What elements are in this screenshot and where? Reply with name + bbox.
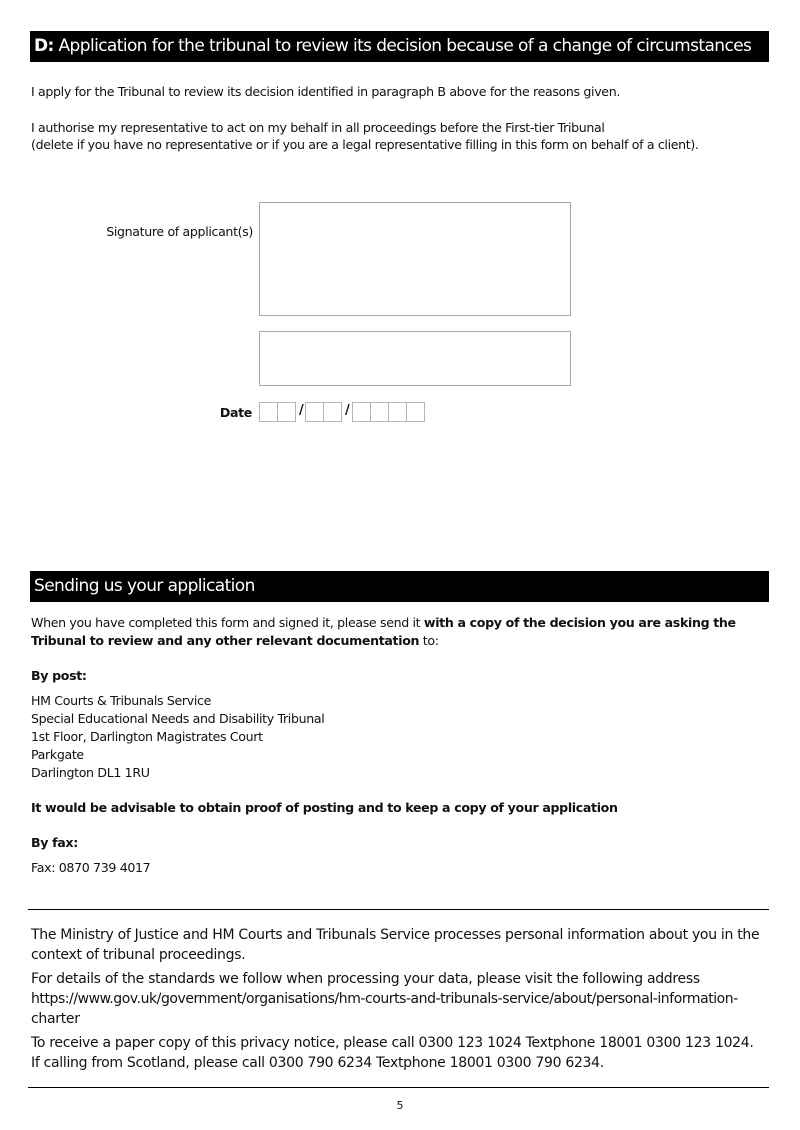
address-line: HM Courts & Tribunals Service xyxy=(31,693,211,708)
date-year-digit[interactable] xyxy=(388,402,407,422)
date-month-digit[interactable] xyxy=(323,402,342,422)
divider xyxy=(28,909,769,910)
address-line: 1st Floor, Darlington Magistrates Court xyxy=(31,729,263,744)
address-line: Special Educational Needs and Disability Tribunal xyxy=(31,711,325,726)
date-year-digit[interactable] xyxy=(352,402,371,422)
sending-intro xyxy=(31,614,736,632)
authorise-statement: I authorise my representative to act on my behalf in all proceedings before the First-tier Tribunal xyxy=(31,120,605,135)
date-day-digit[interactable] xyxy=(259,402,278,422)
apply-statement: I apply for the Tribunal to review its decision identified in paragraph B above for the reasons given. xyxy=(31,84,620,99)
sending-intro-post: to: xyxy=(419,633,439,648)
privacy-line: To receive a paper copy of this privacy notice, please call 0300 123 1024 Textphone 18001 0300 123 1024. xyxy=(31,1035,754,1051)
date-year-digit[interactable] xyxy=(370,402,389,422)
section-d-title: Application for the tribunal to review its decision because of a change of circumstances xyxy=(58,36,752,56)
date-day-field[interactable] xyxy=(259,402,295,422)
signature-label: Signature of applicant(s) xyxy=(106,224,253,239)
privacy-line: The Ministry of Justice and HM Courts and Tribunals Service processes personal information about you in the xyxy=(31,927,760,943)
sending-intro-pre: When you have completed this form and signed it, please send it xyxy=(31,615,424,630)
date-year-digit[interactable] xyxy=(406,402,425,422)
date-label: Date xyxy=(219,405,252,420)
privacy-line: For details of the standards we follow when processing your data, please visit the following address xyxy=(31,971,700,987)
name-box[interactable] xyxy=(259,331,571,386)
privacy-url: https://www.gov.uk/government/organisations/hm-courts-and-tribunals-service/about/personal-information- xyxy=(31,991,738,1007)
by-post-label: By post: xyxy=(31,668,87,683)
date-month-field[interactable] xyxy=(305,402,341,422)
footer-divider xyxy=(28,1087,769,1088)
sending-heading: Sending us your application xyxy=(30,571,769,602)
signature-box[interactable] xyxy=(259,202,571,316)
section-d-heading xyxy=(30,31,769,62)
sending-intro-bold-line2: Tribunal to review and any other relevant documentation xyxy=(31,633,420,648)
authorise-note: (delete if you have no representative or if you are a legal representative filling in this form on behalf of a client). xyxy=(31,137,699,152)
privacy-line: context of tribunal proceedings. xyxy=(31,947,246,963)
sending-intro-bold-line1: with a copy of the decision you are asking the xyxy=(423,615,736,630)
address-line: Darlington DL1 1RU xyxy=(31,765,150,780)
address-line: Parkgate xyxy=(31,747,84,762)
date-year-field[interactable] xyxy=(352,402,424,422)
posting-advice: It would be advisable to obtain proof of posting and to keep a copy of your application xyxy=(31,800,618,815)
date-separator: / xyxy=(299,403,304,418)
privacy-url-end: charter xyxy=(31,1011,80,1027)
privacy-line: If calling from Scotland, please call 0300 790 6234 Textphone 18001 0300 790 6234. xyxy=(31,1055,604,1071)
date-separator: / xyxy=(345,403,350,418)
fax-number: Fax: 0870 739 4017 xyxy=(31,860,151,875)
page-number: 5 xyxy=(396,1099,404,1112)
section-d-letter: D: xyxy=(34,36,54,56)
date-month-digit[interactable] xyxy=(305,402,324,422)
sending-intro-line2 xyxy=(31,632,439,650)
by-fax-label: By fax: xyxy=(31,835,78,850)
date-day-digit[interactable] xyxy=(277,402,296,422)
